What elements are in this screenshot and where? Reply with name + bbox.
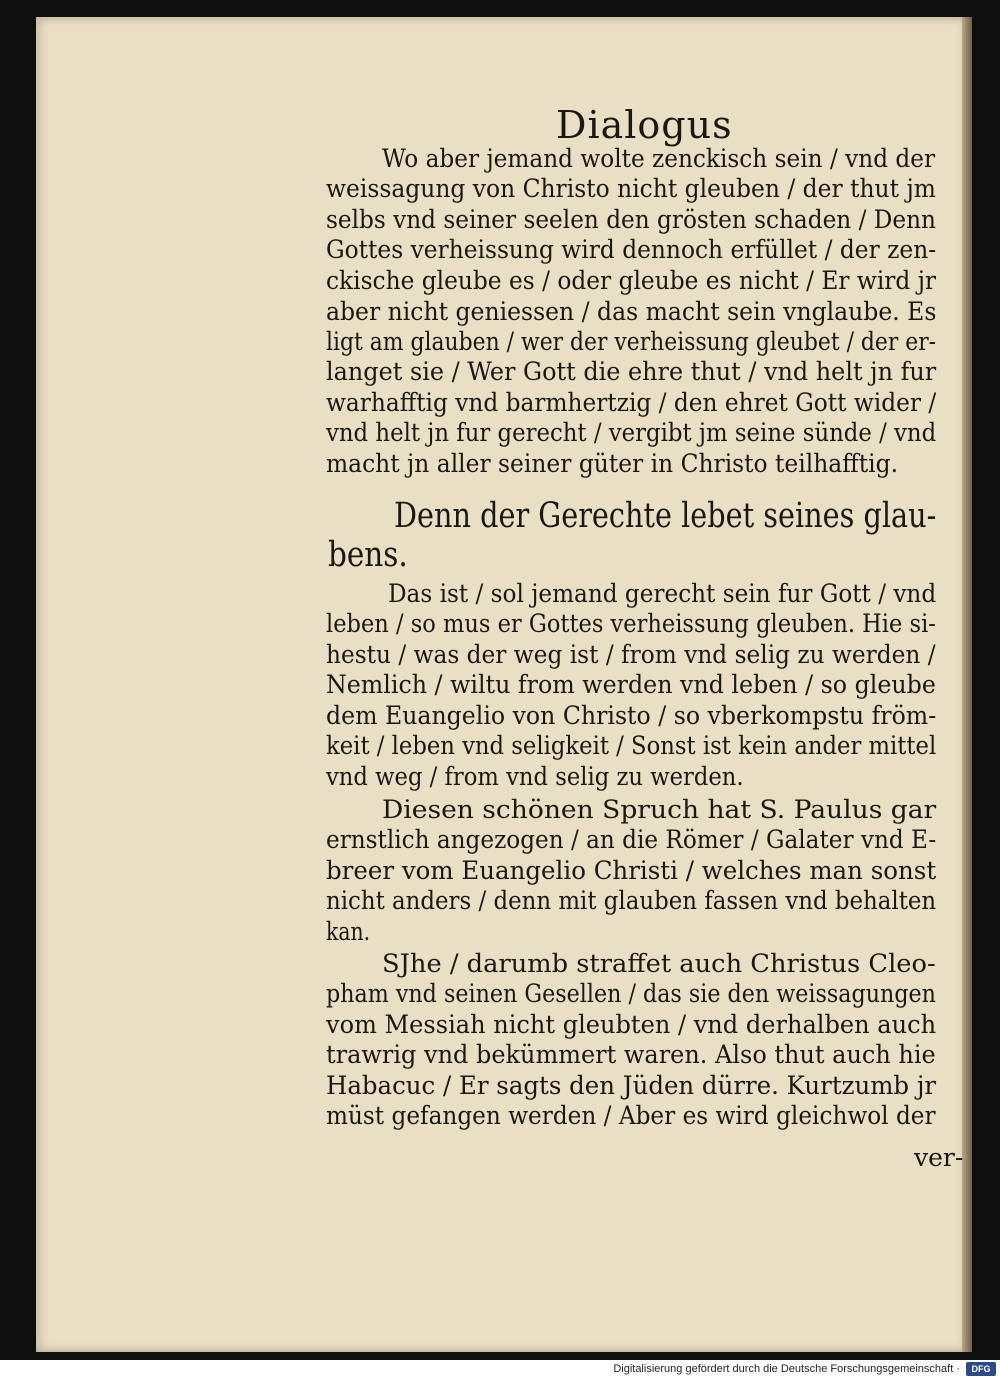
text-line: vom Messiah nicht gleubten / vnd derhalben auch: [326, 1010, 937, 1039]
text-line: keit / leben vnd seligkeit / Sonst ist kein ander mittel: [326, 731, 937, 760]
text-line: macht jn aller seiner güter in Christo teilhafftig.: [326, 449, 899, 478]
text-line: leben / so mus er Gottes verheissung gleuben. Hie si-: [326, 609, 936, 638]
text-line: trawrig vnd bekümmert waren. Also thut auch hie: [326, 1040, 936, 1069]
book-page: [36, 17, 972, 1352]
text-line: kan.: [326, 917, 371, 946]
text-line: weissagung von Christo nicht gleuben / der thut jm: [326, 174, 936, 203]
footer-bar: [0, 1360, 1000, 1379]
catchword: ver-: [914, 1143, 964, 1172]
text-line: ligt am glauben / wer der verheissung gleubet / der er-: [326, 327, 937, 356]
text-line: dem Euangelio von Christo / so vberkompstu fröm-: [326, 701, 937, 730]
text-line: Wo aber jemand wolte zenckisch sein / vnd der: [382, 144, 936, 173]
text-line: Nemlich / wiltu from werden vnd leben / so gleube: [326, 670, 936, 699]
text-line: vnd weg / from vnd selig zu werden.: [326, 762, 744, 791]
text-line: vnd helt jn fur gerecht / vergibt jm seine sünde / vnd: [326, 418, 937, 447]
text-line: breer vom Euangelio Christi / welches man sonst: [326, 856, 937, 885]
text-line: ckische gleube es / oder gleube es nicht / Er wird jr: [326, 266, 937, 295]
funding-credit: Digitalisierung gefördert durch die Deutsche Forschungsgemeinschaft ·: [613, 1363, 960, 1375]
text-line: Das ist / sol jemand gerecht sein fur Gott / vnd: [388, 579, 937, 608]
text-line: ernstlich angezogen / an die Römer / Galater vnd E-: [326, 825, 937, 854]
section-heading: Denn der Gerechte lebet seines glau-: [394, 496, 937, 536]
text-line: hestu / was der weg ist / from vnd selig zu werden /: [326, 640, 936, 669]
text-line: Gottes verheissung wird dennoch erfüllet / der zen-: [326, 235, 937, 264]
text-line: aber nicht geniessen / das macht sein vnglaube. Es: [326, 297, 937, 326]
running-head: Dialogus: [556, 103, 733, 147]
text-line: Habacuc / Er sagts den Jüden dürre. Kurtzumb jr: [326, 1071, 937, 1100]
section-heading: bens.: [328, 535, 408, 575]
text-line: warhafftig vnd barmhertzig / den ehret Gott wider /: [326, 388, 937, 417]
page-edge: [962, 17, 972, 1352]
text-line: selbs vnd seiner seelen den grösten schaden / Denn: [326, 205, 936, 234]
text-line: SJhe / darumb straffet auch Christus Cleo-: [382, 949, 936, 978]
text-line: Diesen schönen Spruch hat S. Paulus gar: [382, 795, 937, 824]
text-line: nicht anders / denn mit glauben fassen vnd behalten: [326, 886, 937, 915]
dfg-logo: DFG: [966, 1362, 996, 1376]
text-line: pham vnd seinen Gesellen / das sie den weissagungen: [326, 979, 936, 1008]
text-line: müst gefangen werden / Aber es wird gleichwol der: [326, 1101, 936, 1130]
text-line: langet sie / Wer Gott die ehre thut / vnd helt jn fur: [326, 357, 937, 386]
